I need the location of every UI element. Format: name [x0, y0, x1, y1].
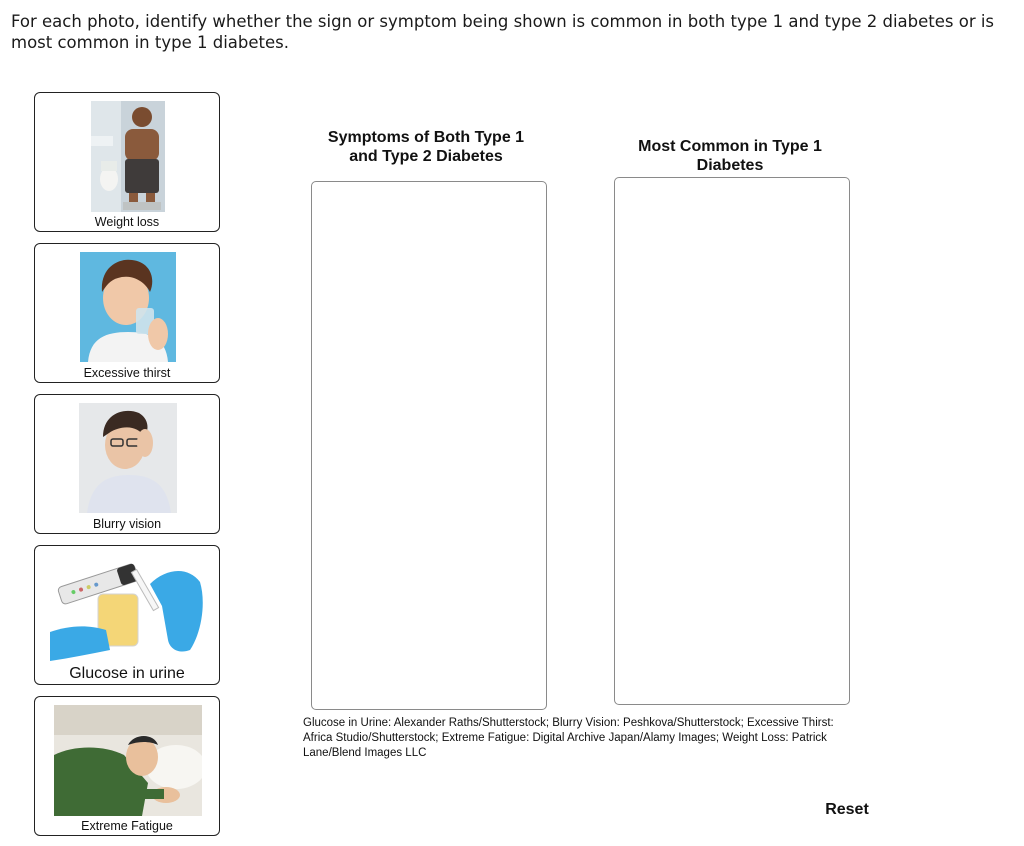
extreme-fatigue-photo — [54, 705, 202, 816]
card-label: Extreme Fatigue — [81, 819, 173, 833]
draggable-card-excessive-thirst[interactable] — [34, 243, 220, 383]
weight-loss-photo — [91, 101, 165, 212]
dropzone-both-types[interactable] — [311, 181, 547, 710]
draggable-card-blurry-vision[interactable] — [34, 394, 220, 534]
draggable-card-extreme-fatigue[interactable] — [34, 696, 220, 836]
card-label: Glucose in urine — [69, 665, 185, 682]
glucose-in-urine-photo — [50, 554, 207, 661]
zone-heading-both-types: Symptoms of Both Type 1 and Type 2 Diabetes — [327, 129, 525, 165]
draggable-card-glucose-in-urine[interactable] — [34, 545, 220, 685]
excessive-thirst-photo — [80, 252, 176, 362]
reset-button[interactable]: Reset — [812, 799, 882, 821]
photo-credits: Glucose in Urine: Alexander Raths/Shutterstock; Blurry Vision: Peshkova/Shutterstock; Excessive Thirst: Africa Studio/Shutterstock; Extreme Fatigue: Digital Archive Japan/Alamy Images; Weight Loss: Patrick Lane/Blend Images LLC — [303, 717, 834, 759]
card-label: Weight loss — [94, 215, 160, 229]
instructions-text: For each photo, identify whether the sign or symptom being shown is common in both type 1 and type 2 diabetes or is most common in type 1 diabetes. — [11, 12, 995, 52]
draggable-card-weight-loss[interactable] — [34, 92, 220, 232]
zone-heading-type-1: Most Common in Type 1 Diabetes — [638, 138, 822, 174]
dropzone-type-1[interactable] — [614, 177, 850, 705]
blurry-vision-photo — [79, 403, 177, 513]
card-label: Excessive thirst — [83, 366, 171, 380]
card-label: Blurry vision — [92, 517, 162, 531]
